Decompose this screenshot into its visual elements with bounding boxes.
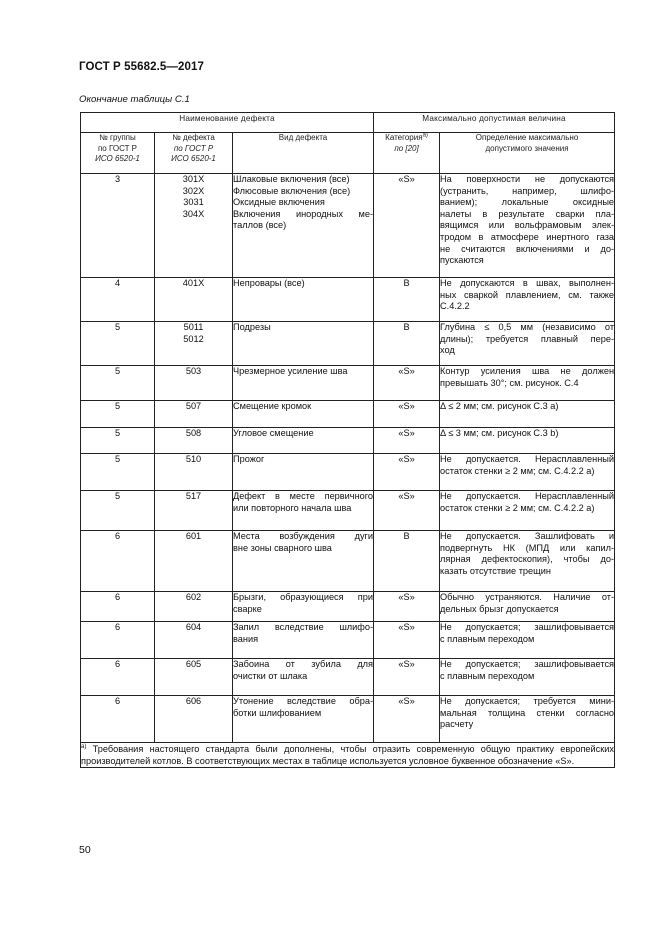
definition-cell <box>440 401 615 428</box>
definition-line: ных сваркой плавлением, см. также <box>440 289 615 300</box>
group-number-cell: 4 <box>81 278 155 322</box>
category-cell: «S» <box>374 592 440 622</box>
category-header: Категория$^{а)}$ по [20] <box>374 133 440 174</box>
definition-line: пускаются <box>440 255 484 266</box>
definition-cell <box>440 696 615 743</box>
footnote-row <box>81 743 615 768</box>
definition-line: На поверхности не допускаются <box>440 174 615 184</box>
definition-line: Не допускается; зашлифовывается <box>440 622 615 632</box>
defect-kind-line: Флюсовые включения (все) <box>233 185 351 196</box>
defect-kind-cell <box>233 454 374 491</box>
table-row <box>81 622 615 659</box>
defect-number-cell <box>155 454 233 491</box>
group-number-cell: 3 <box>81 174 155 278</box>
defect-kind-line: Места возбуждения дуги <box>233 531 374 541</box>
defect-number-cell <box>155 322 233 366</box>
defect-kind-line: Чрезмерное усиление шва <box>233 366 348 376</box>
defect-number: 517 <box>185 491 202 501</box>
defect-number: 5012 <box>183 333 204 344</box>
group-number-cell: 5 <box>81 366 155 401</box>
definition-header: Определение максимально допустимого значения <box>440 133 615 174</box>
document-id: ГОСТ Р 55682.5—2017 <box>79 61 204 73</box>
definition-line: Обычно устраняются. Наличие от- <box>440 592 615 602</box>
definition-line: (устранить, например, шлифо- <box>440 185 615 196</box>
defect-kind-cell <box>233 174 374 278</box>
group-number-cell: 6 <box>81 659 155 696</box>
defect-number-cell <box>155 659 233 696</box>
definition-line: Δ ≤ 3 мм; см. рисунок С.3 b) <box>440 428 559 438</box>
category-cell: «S» <box>374 491 440 531</box>
category-cell: «S» <box>374 366 440 401</box>
table-row <box>81 401 615 428</box>
table-caption: Окончание таблицы С.1 <box>79 94 190 105</box>
definition-line: Не допускается. Нерасплавленный <box>440 491 615 501</box>
definition-line: с плавным переходом <box>440 633 535 644</box>
defect-number: 503 <box>185 366 202 376</box>
definition-line: мальная толщина стенки согласно <box>440 707 615 718</box>
defect-kind-line: Подрезы <box>233 322 271 332</box>
defect-kind-line: сварке <box>233 603 262 614</box>
category-cell: «S» <box>374 174 440 278</box>
defect-kind-line: Включения инородных ме- <box>233 208 374 219</box>
defect-number: 304X <box>182 208 205 219</box>
defect-number-cell <box>155 428 233 454</box>
defect-number: 602 <box>185 592 202 602</box>
defect-kind-line: вне зоны сварного шва <box>233 542 332 553</box>
defect-number: 5011 <box>183 322 204 332</box>
definition-line: Не допускается; требуется мини- <box>440 696 615 706</box>
definition-line: вящимся или вольфрамовым элек- <box>440 220 615 231</box>
definition-cell <box>440 428 615 454</box>
defect-number-cell <box>155 401 233 428</box>
category-cell: «S» <box>374 454 440 491</box>
category-cell: B <box>374 278 440 322</box>
defect-number-cell <box>155 622 233 659</box>
definition-line: Δ ≤ 2 мм; см. рисунок С.3 а) <box>440 401 559 411</box>
defect-number: 301X <box>182 174 205 184</box>
page-number: 50 <box>79 844 91 856</box>
defect-kind-cell <box>233 401 374 428</box>
defect-kind-line: Запил вследствие шлифо- <box>233 622 374 632</box>
group-number-cell: 6 <box>81 622 155 659</box>
defect-kind-cell <box>233 322 374 366</box>
category-cell: B <box>374 322 440 366</box>
definition-cell <box>440 531 615 592</box>
footnote-text: Требования настоящего стандарта были дополнены, чтобы отразить современную общую практику европейских производителей котлов. В соответствующих местах в таблице используется условное буквенное обозначение «S». <box>81 744 615 766</box>
group-number-cell: 6 <box>81 592 155 622</box>
definition-cell <box>440 278 615 322</box>
table-row <box>81 366 615 401</box>
table-row <box>81 531 615 592</box>
defect-number-cell <box>155 696 233 743</box>
group-number-cell: 6 <box>81 531 155 592</box>
defect-number: 510 <box>185 454 202 464</box>
definition-line: превышать 30°; см. рисунок. С.4 <box>440 377 579 388</box>
defect-kind-line: Шлаковые включения (все) <box>233 174 350 184</box>
defect-kind-cell <box>233 278 374 322</box>
defect-number: 401X <box>182 278 205 288</box>
defect-kind-line: Дефект в месте первичного <box>233 491 374 501</box>
table-row <box>81 696 615 743</box>
defect-number-cell <box>155 491 233 531</box>
category-cell: «S» <box>374 696 440 743</box>
definition-line: ванием); локальные оксидные <box>440 197 615 208</box>
defect-kind-cell <box>233 622 374 659</box>
defect-kind-line: Оксидные включения <box>233 197 325 208</box>
table-row <box>81 592 615 622</box>
table-row <box>81 659 615 696</box>
definition-cell <box>440 174 615 278</box>
defect-kind-line: Непровары (все) <box>233 278 305 288</box>
definition-cell <box>440 592 615 622</box>
definition-line: длины); требуется плавный пере- <box>440 333 615 344</box>
defect-kind-line: или повторного начала шва <box>233 502 352 513</box>
defect-kind-line: Угловое смещение <box>233 428 314 438</box>
defect-number: 606 <box>185 696 202 706</box>
footnote <box>81 743 615 768</box>
defect-no-header: № дефекта по ГОСТ Р ИСО 6520-1 <box>155 133 233 174</box>
definition-line: лярная дефектоскопия), чтобы до- <box>440 554 615 565</box>
definition-line: с плавным переходом <box>440 670 535 681</box>
group-number-cell: 6 <box>81 696 155 743</box>
definition-line: ход <box>440 345 455 356</box>
table-row <box>81 428 615 454</box>
group-number-cell: 5 <box>81 428 155 454</box>
definition-line: казать отсутствие трещин <box>440 565 551 576</box>
table-group-header-row <box>81 113 615 133</box>
defect-kind-line: Утонение вследствие обра- <box>233 696 374 706</box>
defect-kind-line: вания <box>233 633 259 644</box>
defect-number: 507 <box>185 401 202 411</box>
defects-table <box>80 112 615 768</box>
definition-line: расчету <box>440 719 474 730</box>
defect-number: 605 <box>185 659 202 669</box>
group-number-cell: 5 <box>81 491 155 531</box>
defect-number: 302X <box>182 185 205 196</box>
max-value-header: Максимально допустимая величина <box>374 113 615 133</box>
definition-line: тродом в атмосфере инертного газа <box>440 231 615 242</box>
definition-cell <box>440 322 615 366</box>
category-cell: «S» <box>374 401 440 428</box>
table-column-header-row <box>81 133 615 174</box>
group-number-cell: 5 <box>81 401 155 428</box>
defect-kind-line: Брызги, образующиеся при <box>233 592 374 602</box>
table-row <box>81 491 615 531</box>
definition-line: подвергнуть НК (МПД или капил- <box>440 542 615 553</box>
defect-kind-cell <box>233 696 374 743</box>
group-number-cell: 5 <box>81 454 155 491</box>
group-number-cell: 5 <box>81 322 155 366</box>
defect-kind-line: Прожог <box>233 454 265 464</box>
defect-kind-header: Вид дефекта <box>233 133 374 174</box>
defect-kind-line: очистки от шлака <box>233 670 308 681</box>
category-cell: «S» <box>374 428 440 454</box>
definition-cell <box>440 622 615 659</box>
definition-line: Не допускаются в швах, выполнен- <box>440 278 615 288</box>
defect-kind-cell <box>233 659 374 696</box>
category-cell: B <box>374 531 440 592</box>
definition-line: Глубина ≤ 0,5 мм (независимо от <box>440 322 615 332</box>
definition-cell <box>440 366 615 401</box>
defect-number-cell <box>155 592 233 622</box>
table-row <box>81 454 615 491</box>
definition-line: остаток стенки ≥ 2 мм; см. С.4.2.2 а) <box>440 502 595 513</box>
table-row <box>81 278 615 322</box>
definition-line: не считаются включениями и до- <box>440 243 615 254</box>
defect-number: 601 <box>185 531 202 541</box>
defect-kind-cell <box>233 592 374 622</box>
defect-kind-cell <box>233 428 374 454</box>
defect-number-cell <box>155 278 233 322</box>
definition-line: Не допускается. Зашлифовать и <box>440 531 615 541</box>
defect-kind-line: таллов (все) <box>233 220 287 231</box>
defect-number: 3031 <box>183 197 204 208</box>
definition-line: налеты в результате сварки пла- <box>440 208 615 219</box>
defect-number-cell <box>155 366 233 401</box>
definition-line: Не допускается; зашлифовывается <box>440 659 615 669</box>
defect-kind-line: Смещение кромок <box>233 401 312 411</box>
defect-number-cell <box>155 174 233 278</box>
defect-kind-line: Забоина от зубила для <box>233 659 374 669</box>
defect-kind-cell <box>233 491 374 531</box>
definition-line: Контур усиления шва не должен <box>440 366 615 376</box>
category-cell: «S» <box>374 659 440 696</box>
defect-name-header: Наименование дефекта <box>81 113 374 133</box>
definition-line: остаток стенки ≥ 2 мм; см. С.4.2.2 а) <box>440 465 595 476</box>
footnote-marker: а) <box>81 743 87 750</box>
table-row <box>81 174 615 278</box>
definition-cell <box>440 659 615 696</box>
definition-line: дельных брызг допускается <box>440 603 559 614</box>
group-no-header: № группы по ГОСТ Р ИСО 6520-1 <box>81 133 155 174</box>
defect-kind-cell <box>233 366 374 401</box>
defect-number-cell <box>155 531 233 592</box>
definition-cell <box>440 491 615 531</box>
definition-line: С.4.2.2 <box>440 301 470 312</box>
defect-number: 508 <box>185 428 202 438</box>
table-row <box>81 322 615 366</box>
definition-line: Не допускается. Нерасплавленный <box>440 454 615 464</box>
definition-cell <box>440 454 615 491</box>
defect-kind-line: ботки шлифованием <box>233 707 322 718</box>
category-cell: «S» <box>374 622 440 659</box>
table-body <box>81 174 615 743</box>
defect-number: 604 <box>185 622 202 632</box>
defect-kind-cell <box>233 531 374 592</box>
